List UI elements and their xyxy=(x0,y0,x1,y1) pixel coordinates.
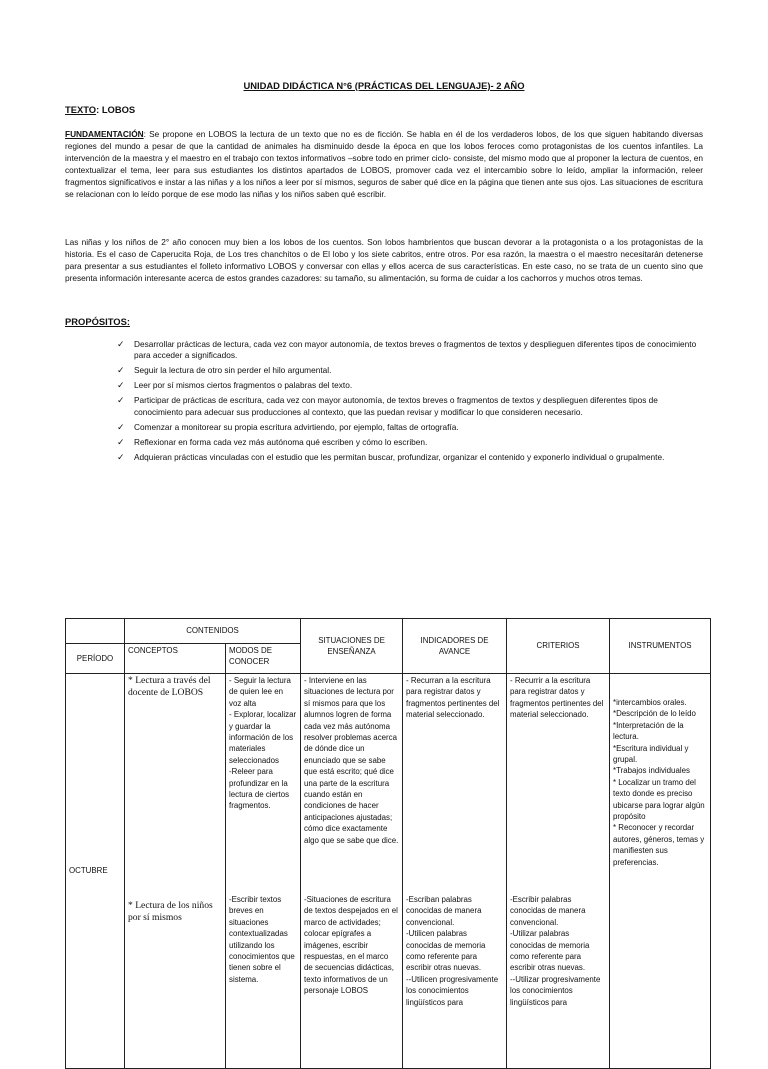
criterio-item: -Escribir palabras conocidas de manera convencional. -Utilizar palabras conocidas de memoria como referente para escribir otras nuevas. --Utilizar progresivamente los conocimientos lingüísticos para xyxy=(510,895,601,1007)
list-item: ✓ Participar de prácticas de escritura, cada vez con mayor autonomía, de textos breves o fragmentos de textos y desplieguen diferentes tipos de conocimiento para adecuar sus producciones al contexto, que las puedan revisar y modificar lo que consideren necesario. xyxy=(117,395,658,417)
propositos-list xyxy=(117,339,707,467)
table-header-row xyxy=(66,619,711,644)
header-cell-empty xyxy=(66,619,125,644)
texto-label: TEXTO xyxy=(65,104,97,115)
instrumentos-list: *intercambios orales. *Descripción de lo leído *Interpretación de la lectura. *Escritura individual y grupal. *Trabajos individuales * Localizar un tramo del texto donde es preciso ubicarse para lograr algún propósito * Reconocer y recordar autores, géneros, temas y manifiesten sus preferencias. xyxy=(613,698,705,867)
cell-conceptos xyxy=(125,674,226,1069)
header-situaciones: SITUACIONES DE ENSEÑANZA xyxy=(301,619,403,674)
texto-line xyxy=(65,104,135,115)
list-item: ✓ Leer por sí mismos ciertos fragmentos o palabras del texto. xyxy=(117,380,353,391)
list-item: ✓ Reflexionar en forma cada vez más autónoma qué escriben y cómo lo escriben. xyxy=(117,436,428,447)
checkmark-icon: ✓ xyxy=(117,421,125,432)
checkmark-icon: ✓ xyxy=(117,451,125,462)
indicador-item: - Recurran a la escritura para registrar datos y fragmentos pertinentes del material seleccionado. xyxy=(406,676,500,720)
planning-table xyxy=(65,618,711,1069)
cell-instrumentos xyxy=(610,674,711,1069)
document-title: UNIDAD DIDÁCTICA N°6 (PRÁCTICAS DEL LENGUAJE)- 2 AÑO xyxy=(243,80,525,91)
header-contenidos: CONTENIDOS xyxy=(125,619,301,644)
header-instrumentos: INSTRUMENTOS xyxy=(610,619,711,674)
fundamentacion-text: : Se propone en LOBOS la lectura de un texto que no es de ficción. Se habla en él de los verdaderos lobos, de los que siguen habitando diversas regiones del mundo a pesar de que la cantidad de animales ha disminuido desde la época en que los lobos feroces como protagonistas de los cuentos infantiles. La intervención de la maestra y el maestro en el trabajo con textos informativos –sobre todo en primer ciclo- consiste, del mismo modo que al proponer la lectura de cuentos, en contextualizar el tema, leer para sus estudiantes los distintos apartados de LOBOS, promover cada vez el intercambio sobre lo leído, ampliar la información, releer fragmentos significativos e instar a las niñas y a los niños a leer por sí mismos, seguros de saber qué dice en la página que tienen ante sus ojos. Las situaciones de escritura se relacionan con lo leído porque de ese modo las niñas y los niños saben qué escribir. xyxy=(65,129,703,200)
header-conceptos: CONCEPTOS xyxy=(125,644,226,674)
header-criterios: CRITERIOS xyxy=(507,619,610,674)
cell-indicadores xyxy=(403,674,507,1069)
checkmark-icon: ✓ xyxy=(117,380,125,391)
list-item: ✓ Seguir la lectura de otro sin perder el hilo argumental. xyxy=(117,365,332,376)
header-indicadores: INDICADORES DE AVANCE xyxy=(403,619,507,674)
situacion-item: -Situaciones de escritura de textos despejados en el marco de actividades; colocar epígrafes a imágenes, escribir respuestas, en el marco de secuencias didácticas, texto informativos de un personaje LOBOS xyxy=(304,895,398,996)
checkmark-icon: ✓ xyxy=(117,365,125,376)
texto-value: : LOBOS xyxy=(96,104,136,115)
list-item: ✓ Desarrollar prácticas de lectura, cada vez con mayor autonomía, de textos breves o fragmentos de textos y desplieguen diferentes tipos de conocimiento para acceder a significados. xyxy=(117,339,697,361)
header-modos: MODOS DE CONOCER xyxy=(226,644,301,674)
modo-item: -Escribir textos breves en situaciones contextualizadas utilizando los conocimientos que tienen sobre el sistema. xyxy=(229,895,295,984)
criterio-item: - Recurrir a la escritura para registrar datos y fragmentos pertinentes del material seleccionado. xyxy=(510,676,604,720)
concepto-item: * Lectura de los niños por sí mismos xyxy=(128,900,213,923)
second-paragraph: Las niñas y los niños de 2° año conocen muy bien a los lobos de los cuentos. Son lobos hambrientos que buscan devorar a la protagonista o a los protagonistas de la historia. Es el caso de Caperucita Roja, de Los tres chanchitos o de El lobo y los siete cabritos, entre otros. Por esa razón, la maestra o el maestro necesitarán detenerse para presentar a sus estudiantes el folleto informativo LOBOS y conversar con ellas y ellos acerca de sus características. En este caso, no se trata de un cuento sino que presenta información interesante acerca de estos grandes cazadores: su tamaño, su alimentación, su forma de cuidar a los cachorros y muchos otros temas. xyxy=(65,237,703,284)
checkmark-icon: ✓ xyxy=(117,395,125,406)
cell-situaciones xyxy=(301,674,403,1069)
table-row xyxy=(66,674,711,1069)
checkmark-icon: ✓ xyxy=(117,339,125,349)
concepto-item: * Lectura a través del docente de LOBOS xyxy=(128,675,211,698)
cell-modos xyxy=(226,674,301,1069)
fundamentacion-paragraph xyxy=(65,128,703,201)
list-item: ✓ Adquieran prácticas vinculadas con el estudio que les permitan buscar, profundizar, organizar el contenido y exponerlo individual o grupalmente. xyxy=(117,451,665,462)
situacion-item: - Interviene en las situaciones de lectura por sí mismos para que los alumnos logren de forma cada vez más autónoma resolver problemas acerca de dónde dice un enunciado que se sabe que está escrito; qué dice una parte de la escritura cuando están en condiciones de hacer anticipaciones ajustadas; cómo dice exactamente algo que se sabe que dice. xyxy=(304,676,399,845)
modo-item: - Seguir la lectura de quien lee en voz alta - Explorar, localizar y guardar la información de los materiales seleccionados -Releer para profundizar en la lectura de ciertos fragmentos. xyxy=(229,676,297,811)
propositos-heading: PROPÓSITOS: xyxy=(65,316,130,327)
fundamentacion-label: FUNDAMENTACIÓN xyxy=(65,129,144,139)
cell-periodo: OCTUBRE xyxy=(66,674,125,1069)
cell-criterios xyxy=(507,674,610,1069)
header-periodo: PERÍODO xyxy=(66,644,125,674)
list-item: ✓ Comenzar a monitorear su propia escritura advirtiendo, por ejemplo, faltas de ortografía. xyxy=(117,421,459,432)
indicador-item: -Escriban palabras conocidas de manera convencional. -Utilicen palabras conocidas de memoria como referente para escribir otras nuevas. --Utilicen progresivamente los conocimientos lingüísticos para xyxy=(406,895,499,1007)
checkmark-icon: ✓ xyxy=(117,436,125,447)
